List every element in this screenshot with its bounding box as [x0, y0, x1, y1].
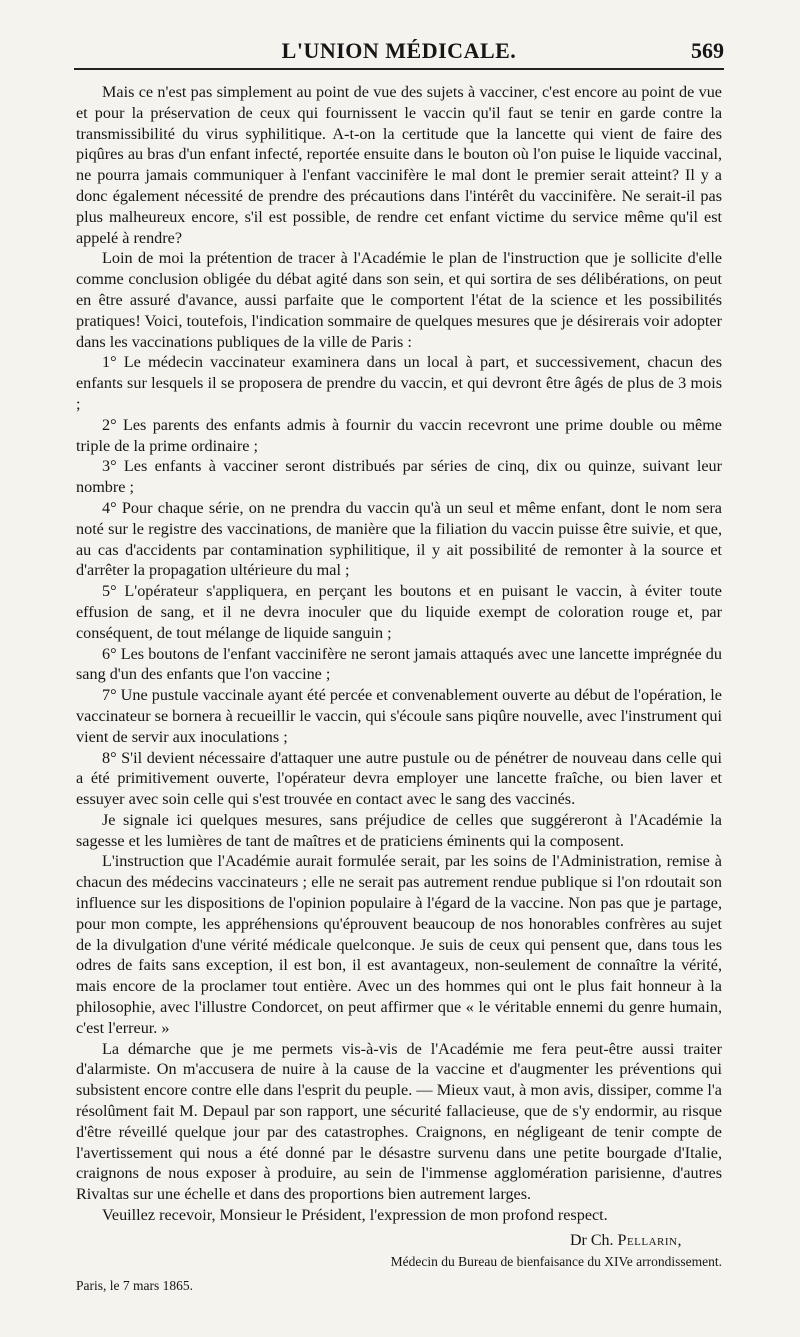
article-body [76, 82, 722, 1226]
signature-affiliation: Médecin du Bureau de bienfaisance du XIVe arrondissement. [390, 1253, 722, 1269]
list-item: 5° L'opérateur s'appliquera, en perçant les boutons et en puisant le vaccin, à éviter toute effusion de sang, et il ne devra inoculer que du liquide exempt de coloration rouge et, par conséquent, de tout mélange de liquide sanguin ; [76, 582, 722, 642]
paragraph: La démarche que je me permets vis-à-vis de l'Académie me fera peut-être aussi traiter d'alarmiste. On m'accusera de nuire à la cause de la vaccine et d'augmenter les préventions qui subsistent encore contre elle dans l'esprit du peuple. — Mieux vaut, à mon avis, dissiper, comme l'a résolûment fait M. Depaul par son rapport, une sécurité fallacieuse, que de s'y endormir, au risque d'être réveillé quelque jour par des catastrophes. Craignons, en négligeant de tenir compte de l'avertissement qui nous a été donné par le désastre survenu dans une petite bourgade d'Italie, craignons de nous exposer à produire, au sein de l'immense agglomération parisienne, d'autres Rivaltas sur une échelle et dans des proportions bien autrement larges. [76, 1039, 722, 1204]
header-rule [74, 68, 724, 70]
closing-line: Veuillez recevoir, Monsieur le Président, l'expression de mon profond respect. [102, 1206, 608, 1225]
list-item: 6° Les boutons de l'enfant vaccinifère ne seront jamais attaqués avec une lancette imprégnée du sang d'un des enfants que l'on vaccine ; [76, 644, 722, 684]
date-line: Paris, le 7 mars 1865. [76, 1277, 193, 1293]
paragraph: Mais ce n'est pas simplement au point de vue des sujets à vacciner, c'est encore au point de vue et pour la préservation de ceux qui fournissent le vaccin qu'il faut se tenir en garde contre la transmissibilité du virus syphilitique. A-t-on la certitude que la lancette qui vient de faire des piqûres au bras d'un enfant infecté, reportée ensuite dans le bouton où l'on puise le liquide vaccinal, ne pourra jamais communiquer à l'enfant vaccinifère le mal dont le premier serait atteint? Il y a donc également nécessité de prendre des précautions dans l'intérêt du vaccinifère. Ne serait-il pas plus malheureux encore, s'il est possible, de rendre cet enfant victime du service même qu'il est appelé à rendre? [76, 83, 722, 247]
paragraph: Loin de moi la prétention de tracer à l'Académie le plan de l'instruction que je sollicite d'elle comme conclusion obligée du débat agité dans son sein, et qui sortira de ses délibérations, on peut en être assuré d'avance, aussi parfaite que le comportent l'état de la science et les possibilités pratiques! Voici, toutefois, l'indication sommaire de quelques mesures que je désirerais voir adopter dans les vaccinations publiques de la ville de Paris : [76, 249, 722, 351]
list-item: 7° Une pustule vaccinale ayant été percée et convenablement ouverte au début de l'opération, le vaccinateur se bornera à recueillir le vaccin, qui s'écoule sans piqûre nouvelle, avec l'instrument qui vient de servir aux inoculations ; [76, 686, 722, 746]
list-item: 4° Pour chaque série, on ne prendra du vaccin qu'à un seul et même enfant, dont le nom sera noté sur le registre des vaccinations, de manière que la filiation du vaccin puisse être suivie, et que, au cas d'accidents par contamination syphilitique, il y ait possibilité de remonter à la source et d'arrêter la propagation ultérieure du mal ; [76, 498, 722, 580]
signature-name: Pellarin, [617, 1231, 682, 1249]
paragraph: Je signale ici quelques mesures, sans préjudice de celles que suggéreront à l'Académie la sagesse et les lumières de tant de maîtres et de praticiens éminents qui la composent. [76, 810, 722, 850]
list-item: 1° Le médecin vaccinateur examinera dans un local à part, et successivement, chacun des enfants sur lesquels il se proposera de prendre du vaccin, et qui devront être âgés de plus de 3 mois ; [76, 353, 722, 413]
list-item: 3° Les enfants à vacciner seront distribués par séries de cinq, dix ou quinze, suivant leur nombre ; [76, 457, 722, 497]
list-item: 8° S'il devient nécessaire d'attaquer une autre pustule ou de pénétrer de nouveau dans celle qui a été primitivement ouverte, l'opérateur devra employer une lancette fraîche, ou bien laver et essuyer avec soin celle qui s'est trouvée en contact avec le sang des vaccinés. [76, 748, 722, 809]
signature [76, 1230, 722, 1252]
page-number: 569 [691, 38, 724, 63]
paragraph: L'instruction que l'Académie aurait formulée serait, par les soins de l'Administration, remise à chacun des médecins vaccinateurs ; elle ne serait pas autrement rendue publique si l'on rdoutait son influence sur les dispositions de l'opinion populaire à l'égard de la vaccine. Non pas que je partage, pour mon compte, les appréhensions qu'éprouvent beaucoup de nos honorables confrères au sujet de la divulgation d'une vérité médicale quelconque. Je suis de ceux qui pensent que, dans tous les odres de faits sans exception, il est bon, il est avantageux, non-seulement de connaître la vérité, mais encore de la proclamer tout entière. Avec un des hommes qui ont le plus fait honneur à la philosophie, avec l'illustre Condorcet, on peut affirmer que « le véritable ennemi du genre humain, c'est l'erreur. » [76, 852, 722, 1037]
list-item: 2° Les parents des enfants admis à fournir du vaccin recevront une prime double ou même triple de la prime ordinaire ; [76, 415, 722, 455]
page-header [76, 30, 722, 64]
signature-prefix: Dr Ch. [569, 1231, 618, 1249]
running-title: L'UNION MÉDICALE. [281, 38, 517, 63]
